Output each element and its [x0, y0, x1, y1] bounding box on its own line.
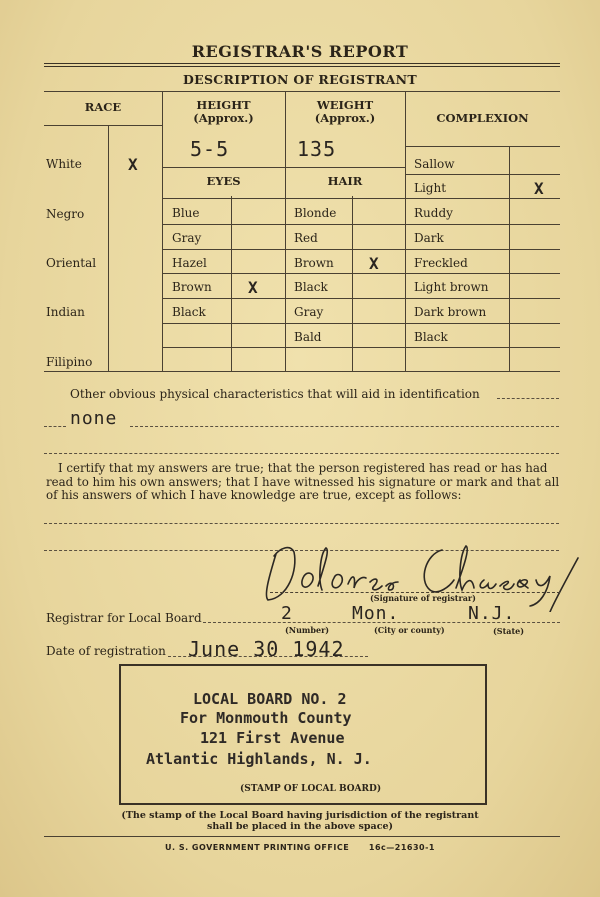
stamp-instruction: (The stamp of the Local Board having jurisdiction of the registrant — [121, 810, 479, 821]
complexion-mark: X — [534, 179, 544, 198]
hair-label: Black — [294, 280, 328, 294]
other-characteristics-answer: none — [70, 408, 118, 429]
table-vline — [231, 196, 232, 371]
dotted-line — [130, 426, 559, 427]
weight-header: WEIGHT — [316, 98, 374, 112]
page-title: REGISTRAR'S REPORT — [191, 42, 409, 61]
other-characteristics-prompt: Other obvious physical characteristics that will aid in identification — [70, 387, 480, 401]
divider — [44, 66, 560, 67]
weight-value: 135 — [297, 137, 337, 161]
state-caption: (State) — [493, 626, 525, 636]
dotted-line — [44, 426, 66, 427]
dotted-line — [44, 523, 559, 524]
table-vline — [108, 125, 109, 371]
table-vline — [352, 196, 353, 371]
race-header: RACE — [84, 100, 122, 114]
local-board-number: 2 — [281, 603, 293, 624]
height-subheader: (Approx.) — [193, 111, 254, 125]
eyes-label: Black — [172, 305, 206, 319]
complexion-label: Light — [414, 181, 447, 195]
hair-header: HAIR — [327, 174, 363, 188]
stamp-instruction: shall be placed in the above space) — [206, 821, 394, 832]
complexion-label: Dark brown — [414, 305, 487, 319]
race-label: Negro — [46, 207, 85, 221]
eyes-header: EYES — [206, 174, 241, 188]
hair-label: Gray — [294, 305, 324, 319]
stamp-caption: (STAMP OF LOCAL BOARD) — [240, 784, 382, 794]
table-bottom-border — [44, 371, 560, 372]
table-hline — [405, 174, 560, 175]
eyes-label: Hazel — [172, 256, 207, 270]
date-label: Date of registration — [46, 644, 166, 658]
table-top-border — [44, 91, 560, 92]
table-hline — [162, 323, 560, 324]
stamp-line: Atlantic Highlands, N. J. — [146, 750, 372, 768]
table-vline — [162, 91, 163, 371]
complexion-label: Sallow — [414, 157, 455, 171]
table-hline — [162, 298, 560, 299]
table-hline — [162, 224, 560, 225]
weight-subheader: (Approx.) — [314, 111, 376, 125]
race-label: Oriental — [46, 256, 97, 270]
table-hline — [162, 273, 560, 274]
table-hline — [405, 146, 560, 147]
race-label: Indian — [46, 305, 85, 319]
gpo-label: U. S. GOVERNMENT PRINTING OFFICE — [165, 843, 350, 852]
table-vline — [285, 91, 286, 371]
footer-divider — [44, 836, 560, 837]
dotted-line — [497, 398, 559, 399]
registrar-board-label: Registrar for Local Board — [46, 611, 202, 625]
signature-caption: (Signature of registrar) — [370, 593, 476, 603]
number-caption: (Number) — [285, 625, 330, 635]
table-hline — [162, 167, 405, 168]
city-caption: (City or county) — [374, 625, 445, 635]
complexion-label: Ruddy — [414, 206, 453, 220]
registration-date: June 30 1942 — [188, 637, 345, 661]
race-label: White — [46, 157, 82, 171]
local-board-state: N.J. — [468, 603, 516, 624]
section-title: DESCRIPTION OF REGISTRANT — [183, 72, 417, 87]
height-value: 5-5 — [190, 137, 230, 161]
eyes-label: Brown — [172, 280, 212, 294]
table-hline — [44, 125, 162, 126]
hair-label: Red — [294, 231, 318, 245]
hair-label: Bald — [294, 330, 322, 344]
eyes-label: Gray — [172, 231, 202, 245]
form-number: 16c—21630-1 — [368, 843, 435, 852]
complexion-header: COMPLEXION — [436, 111, 529, 125]
complexion-label: Black — [414, 330, 448, 344]
complexion-label: Freckled — [414, 256, 468, 270]
stamp-line: LOCAL BOARD NO. 2 — [193, 690, 347, 708]
stamp-line: For Monmouth County — [180, 709, 352, 727]
complexion-label: Light brown — [414, 280, 489, 294]
eyes-mark: X — [248, 278, 258, 297]
local-board-city: Mon. — [352, 603, 400, 624]
dotted-line — [44, 453, 559, 454]
table-vline — [509, 146, 510, 371]
table-hline — [162, 249, 560, 250]
table-hline — [162, 198, 560, 199]
race-label: Filipino — [46, 355, 93, 369]
hair-mark: X — [369, 254, 379, 273]
hair-label: Brown — [294, 256, 334, 270]
certification-text: I certify that my answers are true; that the person registered has read or has had read to him his own answers; that I have witnessed his signature or mark and that all of his answers of which I have knowledge are true, except as follows: — [46, 461, 560, 502]
complexion-label: Dark — [414, 231, 444, 245]
table-hline — [162, 347, 560, 348]
eyes-label: Blue — [172, 206, 200, 220]
hair-label: Blonde — [294, 206, 337, 220]
divider — [44, 63, 560, 64]
stamp-line: 121 First Avenue — [200, 729, 345, 747]
height-header: HEIGHT — [196, 98, 251, 112]
race-mark: X — [128, 155, 138, 174]
table-vline — [405, 91, 406, 371]
printer-imprint — [0, 843, 600, 852]
